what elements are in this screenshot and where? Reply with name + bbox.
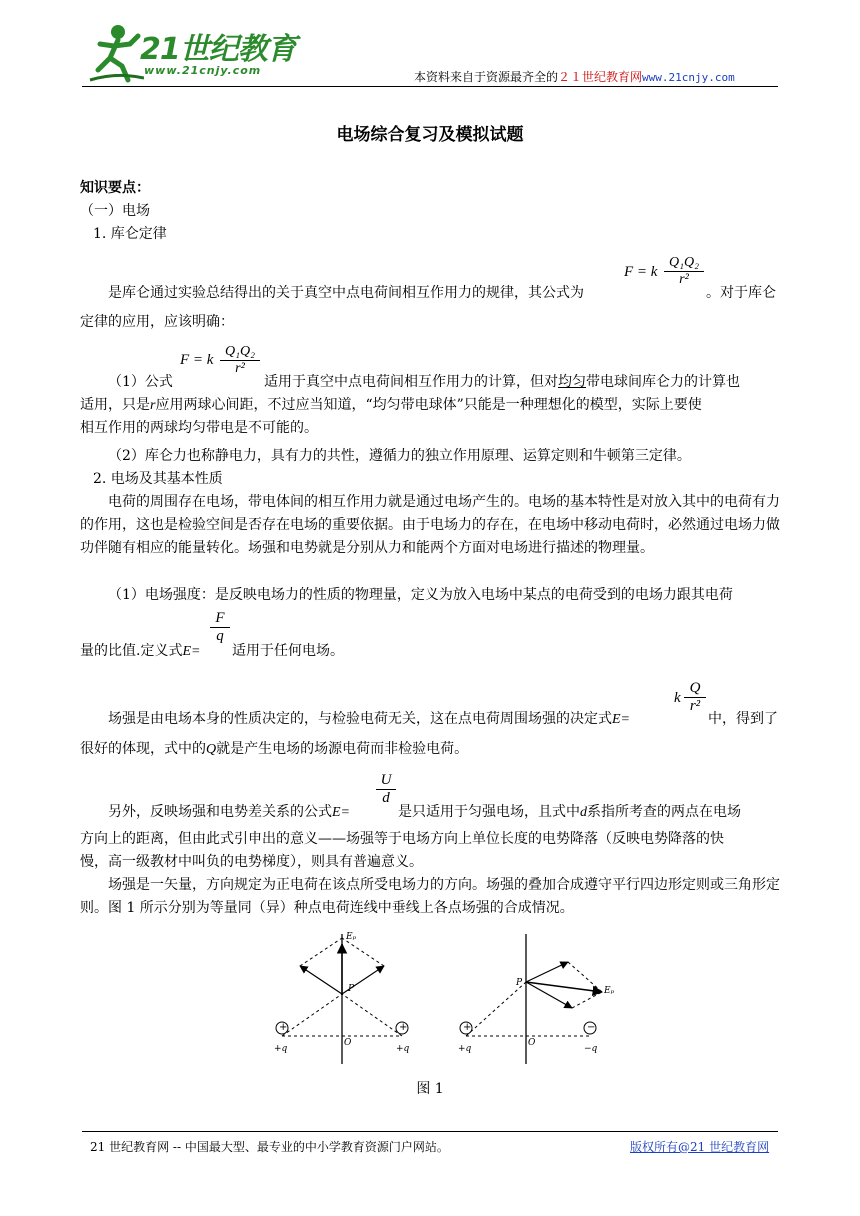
section-heading: 知识要点： (80, 180, 150, 196)
site-logo[interactable] (88, 22, 296, 84)
formula-lhs: F = k (624, 264, 658, 280)
paragraph-7a: 另外，反映场强和电势差关系的公式E= (108, 804, 350, 820)
header-rule (82, 86, 778, 87)
item-heading-1: 1. 库仑定律 (93, 226, 167, 242)
figure-caption: 图 1 (416, 1081, 444, 1097)
figure-1-diagram (268, 928, 608, 1068)
paragraph-8: 场强是一矢量，方向规定为正电荷在该点所受电场力的方向。场强的叠加合成遵守平行四边形定则或三角形定则。图 1 所示分别为等量同（异）种点电荷连线中垂线上各点场强的合成情况。 (80, 877, 780, 916)
paragraph-1b: 。对于库仑 (706, 285, 776, 301)
fraction-U-over-d: $\frac{U}{d}$ (376, 772, 396, 807)
fig-sign-plus-3: + (463, 1022, 472, 1033)
paragraph-5a: （1）电场强度：是反映电场力的性质的物理量，定义为放入电场中某点的电荷受到的电场力跟其电荷 (108, 587, 733, 603)
header-site-name: ２１世纪教育网 (558, 70, 643, 84)
item-heading-2: 2. 电场及其基本性质 (93, 471, 223, 487)
part-heading: （一）电场 (80, 203, 150, 219)
fig-label-plus-q-1: +q (274, 1044, 288, 1054)
formula-fraction: $\frac{\text{Q₁Q₂}}{\text{r²}}$ (664, 255, 704, 288)
fig-sign-minus: − (587, 1022, 596, 1033)
runner-logo-icon (88, 22, 144, 84)
fig-label-minus-q: −q (584, 1044, 598, 1054)
fraction-Q-over-r2: $\frac{Q}{\text{r²}}$ (684, 680, 706, 715)
fig-label-Ep-left: Eₚ (346, 932, 357, 942)
paragraph-1c: 定律的应用，应该明确： (80, 314, 234, 330)
fig-label-Ep-right: Eₚ (604, 986, 615, 996)
fig-label-P-left: P (348, 984, 355, 994)
page-title: 电场综合复习及模拟试题 (336, 125, 524, 145)
fig-sign-plus-2: + (399, 1022, 408, 1033)
fraction-F-over-q: $\frac{F}{q}$ (210, 610, 230, 645)
paragraph-6b: 中，得到了 (708, 711, 778, 727)
paragraph-6c: 很好的体现，式中的Q就是产生电场的场源电荷而非检验电荷。 (80, 741, 469, 757)
footer-copyright-link[interactable]: 版权所有@21 世纪教育网 (630, 1140, 770, 1154)
paragraph-2b: 适用于真空中点电荷间相互作用力的计算，但对均匀带电球间库仑力的计算也 (264, 374, 740, 390)
paragraph-1a: 是库仑通过实验总结得出的关于真空中点电荷间相互作用力的规律，其公式为 (108, 285, 584, 301)
paragraph-6a: 场强是由电场本身的性质决定的，与检验电荷无关，这在点电荷周围场强的决定式E= (108, 711, 630, 727)
footer-rule (82, 1131, 778, 1132)
logo-text: 21世纪教育 (140, 32, 296, 67)
fig-sign-plus-1: + (279, 1022, 288, 1033)
paragraph-5b: 量的比值.定义式E= (80, 643, 201, 659)
logo-url: www.21cnjy.com (144, 64, 262, 77)
fig-label-plus-q-2: +q (396, 1044, 410, 1054)
paragraph-7b: 是只适用于匀强电场，且式中d系指所考查的两点在电场 (398, 804, 741, 820)
paragraph-2d: 相互作用的两球均匀带电是不可能的。 (80, 420, 318, 436)
paragraph-5c: 适用于任何电场。 (232, 643, 344, 659)
formula-fraction-2: $\frac{\text{Q₁Q₂}}{\text{r²}}$ (220, 344, 260, 377)
fig-label-plus-q-3: +q (458, 1044, 472, 1054)
paragraph-2a: （1）公式 (108, 374, 173, 390)
fig-label-P-right: P (516, 978, 523, 988)
header-source-note: 本资料来自于资源最齐全的２１世纪教育网www.21cnjy.com (414, 70, 735, 84)
footer-text: 21 世纪教育网 -- 中国最大型、最专业的中小学教育资源门户网站。 (90, 1140, 449, 1154)
paragraph-3: （2）库仑力也称静电力，具有力的共性，遵循力的独立作用原理、运算定则和牛顿第三定律。 (108, 448, 691, 464)
left-diagram-like-charges (276, 934, 408, 1064)
paragraph-4: 电荷的周围存在电场，带电体间的相互作用力就是通过电场产生的。电场的基本特性是对放入其中的电荷有力的作用，这也是检验空间是否存在电场的重要依据。由于电场力的存在，在电场中移动电荷时，必然通过电场力做功伴随有相应的能量转化。场强和电势就是分别从力和能两个方面对电场进行描述的物理量。 (80, 494, 780, 556)
formula-lhs-2: F = k (180, 352, 214, 368)
fig-label-O-right: O (528, 1038, 536, 1048)
k-symbol: k (674, 690, 681, 706)
paragraph-7c: 方向上的距离，但由此式引申出的意义——场强等于电场方向上单位长度的电势降落（反映电势降落的快 (80, 831, 724, 847)
fig-label-O-left: O (344, 1038, 352, 1048)
paragraph-2c: 适用，只是r应用两球心间距，不过应当知道，“均匀带电球体”只能是一种理想化的模型，实际上要使 (80, 397, 702, 413)
header-url-link[interactable]: www.21cnjy.com (642, 71, 735, 84)
paragraph-7d: 慢，高一级教材中叫负的电势梯度），则具有普遍意义。 (80, 854, 423, 870)
